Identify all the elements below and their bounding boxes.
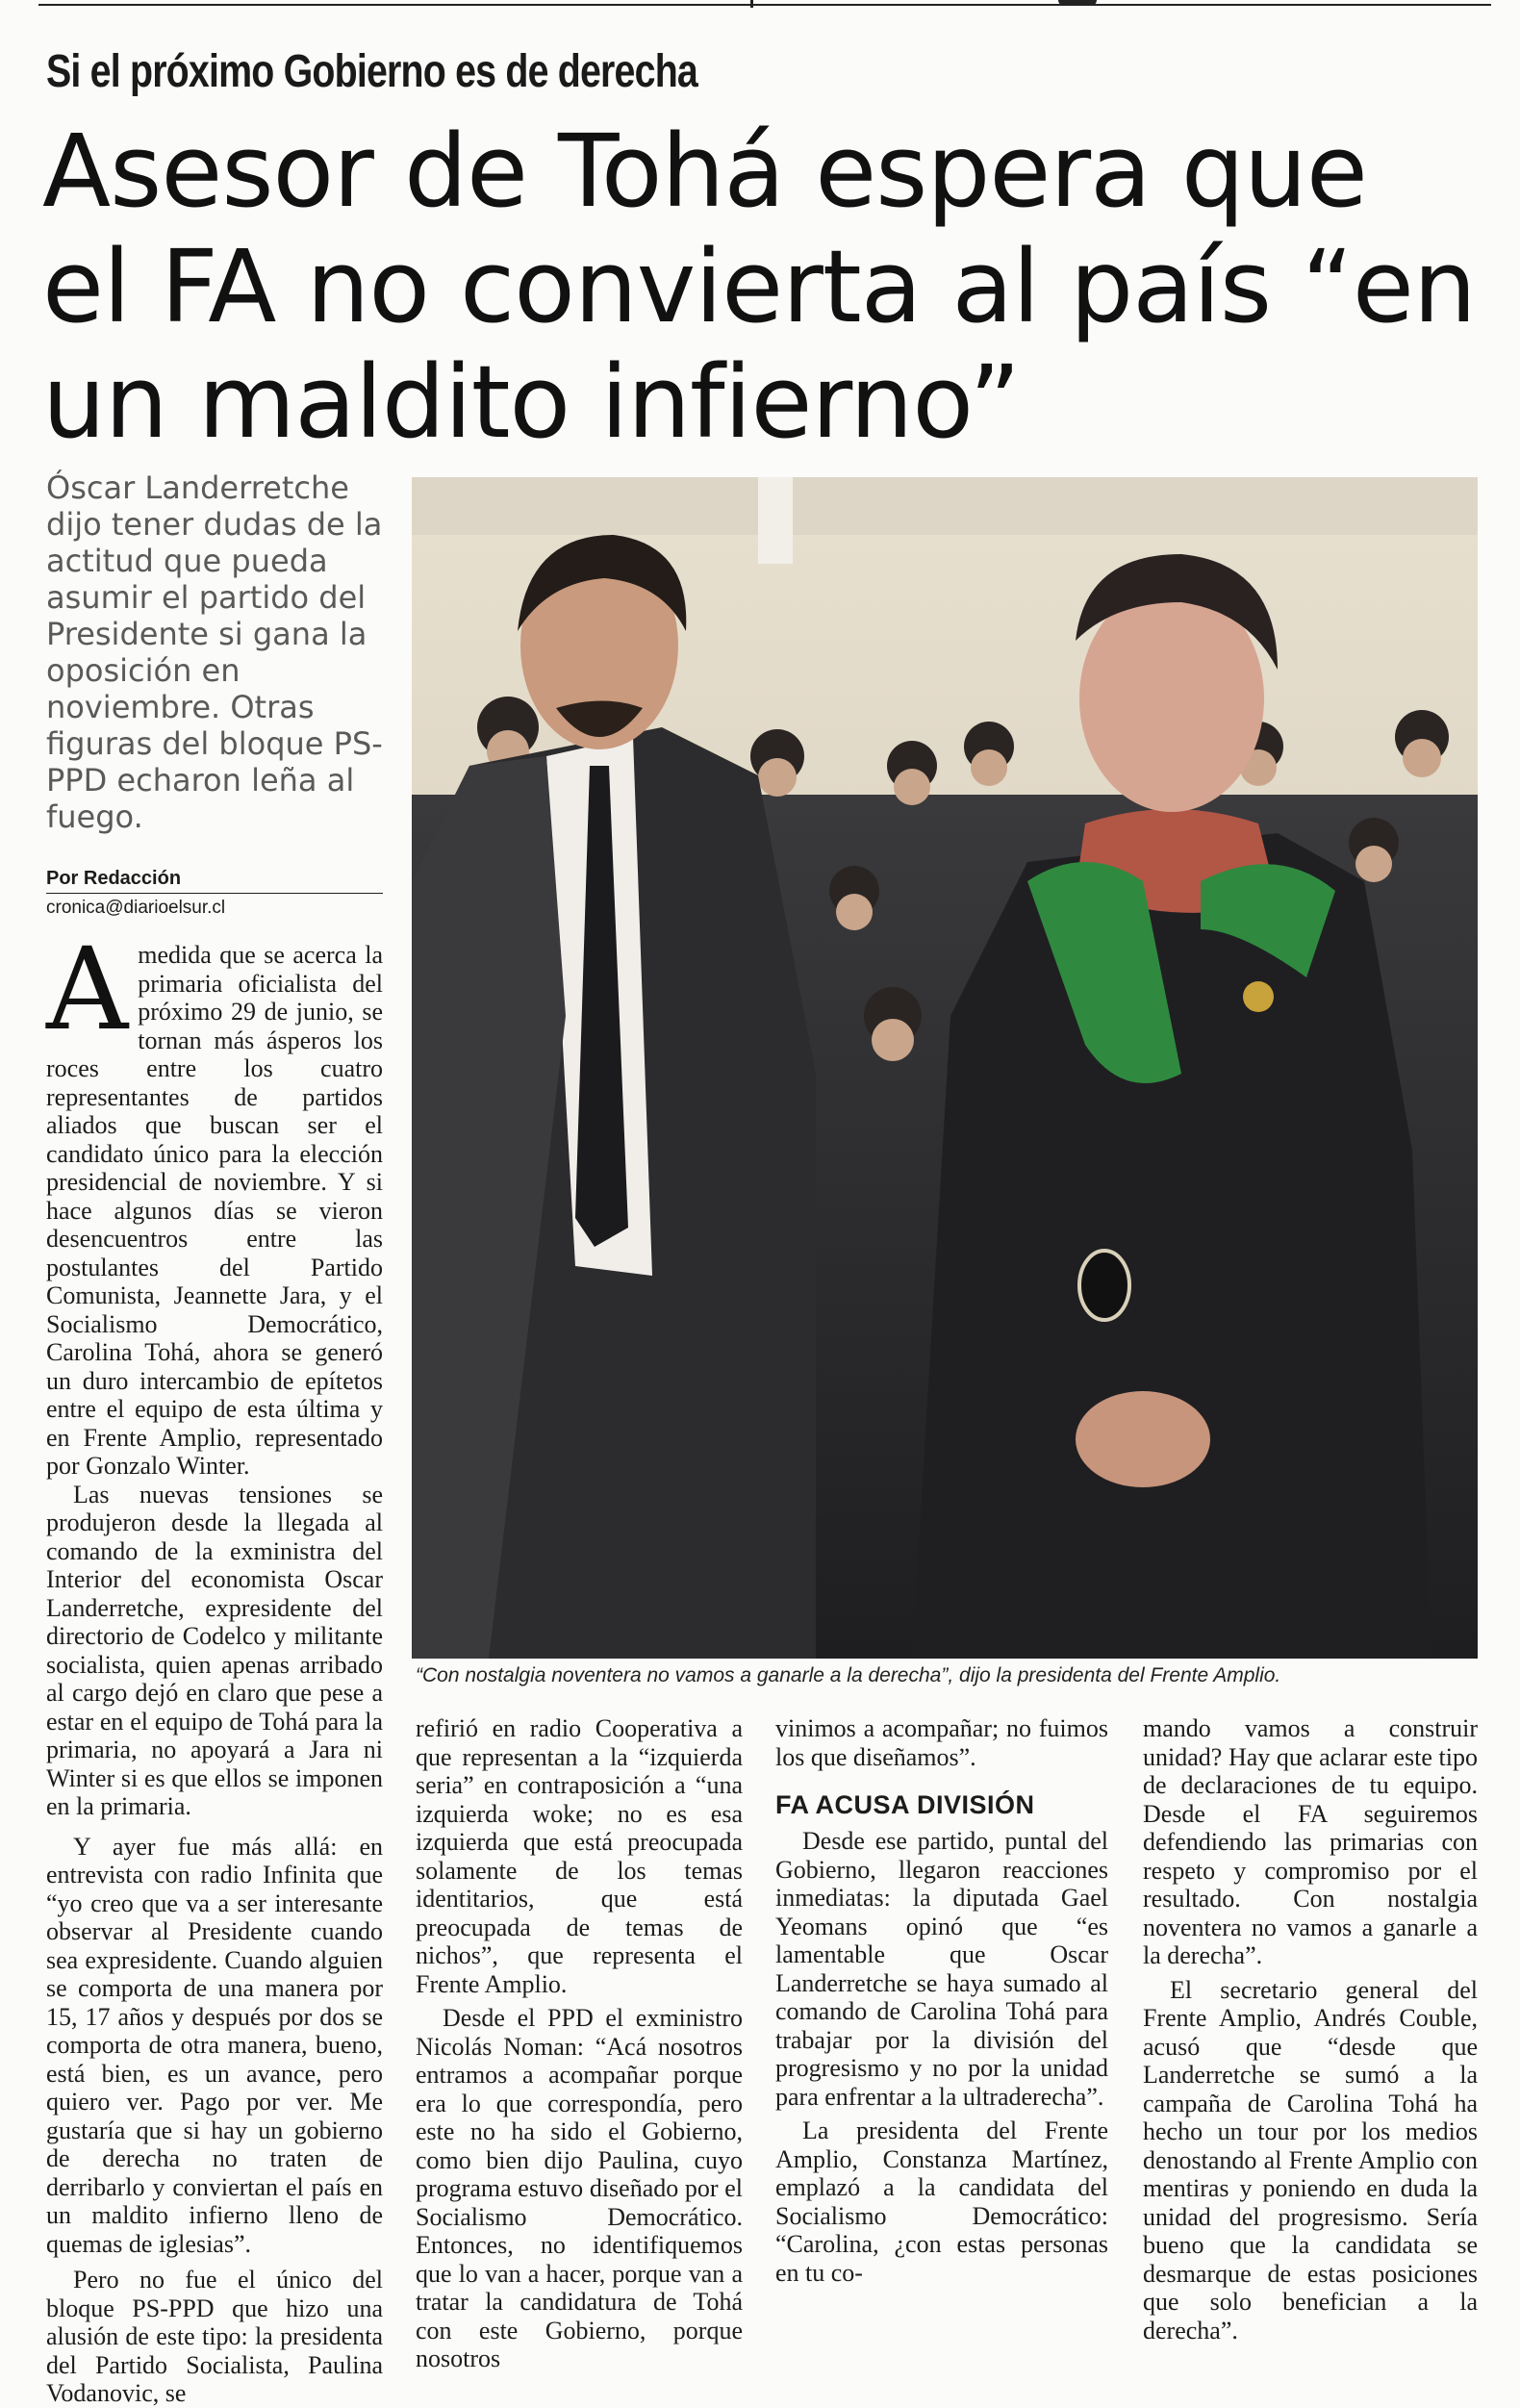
paragraph: Desde ese partido, puntal del Gobierno, llegaron reacciones inmediatas: la diputada Gael Yeomans opinó que “es lamentable que Oscar Landerretche se haya sumado al comando de Carolina Tohá para trabajar por la división del progresismo y no por la unidad para enfrentar a la ultraderecha”. — [775, 1827, 1108, 2111]
byline-email[interactable]: cronica@diarioelsur.cl — [46, 898, 226, 918]
paragraph: vinimos a acompañar; no fuimos los que diseñamos”. — [775, 1714, 1108, 1771]
photo-illustration — [412, 477, 1478, 1659]
masthead-rule — [0, 0, 1520, 8]
paragraph: Las nuevas tensiones se produjeron desde la llegada al comando de la exministra del Interior del economista Oscar Landerretche, expresidente del directorio de Codelco y militante socialista, quien apenas arribado al cargo dejó en claro que pese a estar en el equipo de Tohá para la primaria, no apoyará a Jara ni Winter si es que ellos se imponen en la primaria. — [46, 1480, 383, 1820]
paragraph: Pero no fue el único del bloque PS-PPD que hizo una alusión de este tipo: la presidenta del Partido Socialista, Paulina Vodanovic, se — [46, 2266, 383, 2407]
photo-caption: “Con nostalgia noventera no vamos a ganarle a la derecha”, dijo la presidenta del Frente Amplio. — [416, 1664, 1281, 1686]
body-column-2 — [416, 1714, 743, 2373]
body-column-1 — [46, 923, 383, 2408]
paragraph-text: medida que se acerca la primaria oficialista del próximo 29 de junio, se tornan más ásperos los roces entre los cuatro representantes de partidos aliados que buscan ser el candidato único para la elección presidencial de noviembre. Y si hace algunos días se vieron desencuentros entre las postulantes del Partido Comunista, Jeannette Jara, y el Socialismo Democrático, Carolina Tohá, ahora se generó un duro intercambio de epítetos entre el equipo de esta última y en Frente Amplio, representado por Gonzalo Winter. — [46, 941, 383, 1480]
byline — [46, 866, 383, 921]
byline-author: Por Redacción — [46, 866, 383, 894]
paragraph — [46, 923, 383, 1481]
paragraph: refirió en radio Cooperativa a que representan a la “izquierda seria” en contraposición a “una izquierda woke; no es esa izquierda que está preocupada solamente de los temas identitarios, que está preocupada de temas de nichos”, que representa el Frente Amplio. — [416, 1714, 743, 1998]
paragraph: El secretario general del Frente Amplio, Andrés Couble, acusó que “desde que Landerretche se sumó a la campaña de Carolina Tohá ha hecho un tour por los medios denostando al Frente Amplio con mentiras y poniendo en duda la unidad del progresismo. Sería bueno que la candidata se desmarque de estas posiciones que solo benefician a la derecha”. — [1143, 1975, 1478, 2345]
paragraph: mando vamos a construir unidad? Hay que aclarar este tipo de declaraciones de tu equipo. Desde el FA seguiremos defendiendo las primarias con respeto y compromiso por el resultado. Con nostalgia noventera no vamos a ganarle a la derecha”. — [1143, 1714, 1478, 1969]
drop-cap: A — [46, 923, 129, 1055]
paragraph: La presidenta del Frente Amplio, Constanza Martínez, emplazó a la candidata del Socialismo Democrático: “Carolina, ¿con estas personas en tu co- — [775, 2117, 1108, 2287]
paragraph: Desde el PPD el exministro Nicolás Noman: “Acá nosotros entramos a acompañar porque era lo que correspondía, pero este no ha sido el Gobierno, como bien dijo Paulina, cuyo programa estuvo diseñado por el Socialismo Democrático. Entonces, no identifiquemos que lo van a hacer, porque van a tratar la candidatura de Tohá con este Gobierno, porque nosotros — [416, 2004, 743, 2372]
headline: Asesor de Tohá espera que el FA no convierta al país “en un maldito infierno” — [42, 113, 1476, 461]
kicker: Si el próximo Gobierno es de derecha — [46, 46, 697, 97]
body-column-4 — [1143, 1714, 1478, 2345]
article-photo — [412, 477, 1478, 1659]
lede: Óscar Landerretche dijo tener dudas de la actitud que pueda asumir el partido del Presidente si gana la oposición en noviembre. Otras figuras del bloque PS-PPD echaron leña al fuego. — [46, 469, 383, 835]
body-column-3 — [775, 1714, 1108, 2287]
paragraph: Y ayer fue más allá: en entrevista con radio Infinita que “yo creo que va a ser interesante observar al Presidente cuando sea expresidente. Cuando alguien se comporta de una manera por 15, 17 años y después por dos se comporta de otra manera, bueno, está bien, es un avance, pero quiero ver. Pago por ver. Me gustaría que si hay un gobierno de derecha no traten de derribarlo y conviertan el país en un maldito infierno lleno de quemas de iglesias”. — [46, 1832, 383, 2258]
subheading: FA ACUSA DIVISIÓN — [775, 1790, 1035, 1819]
